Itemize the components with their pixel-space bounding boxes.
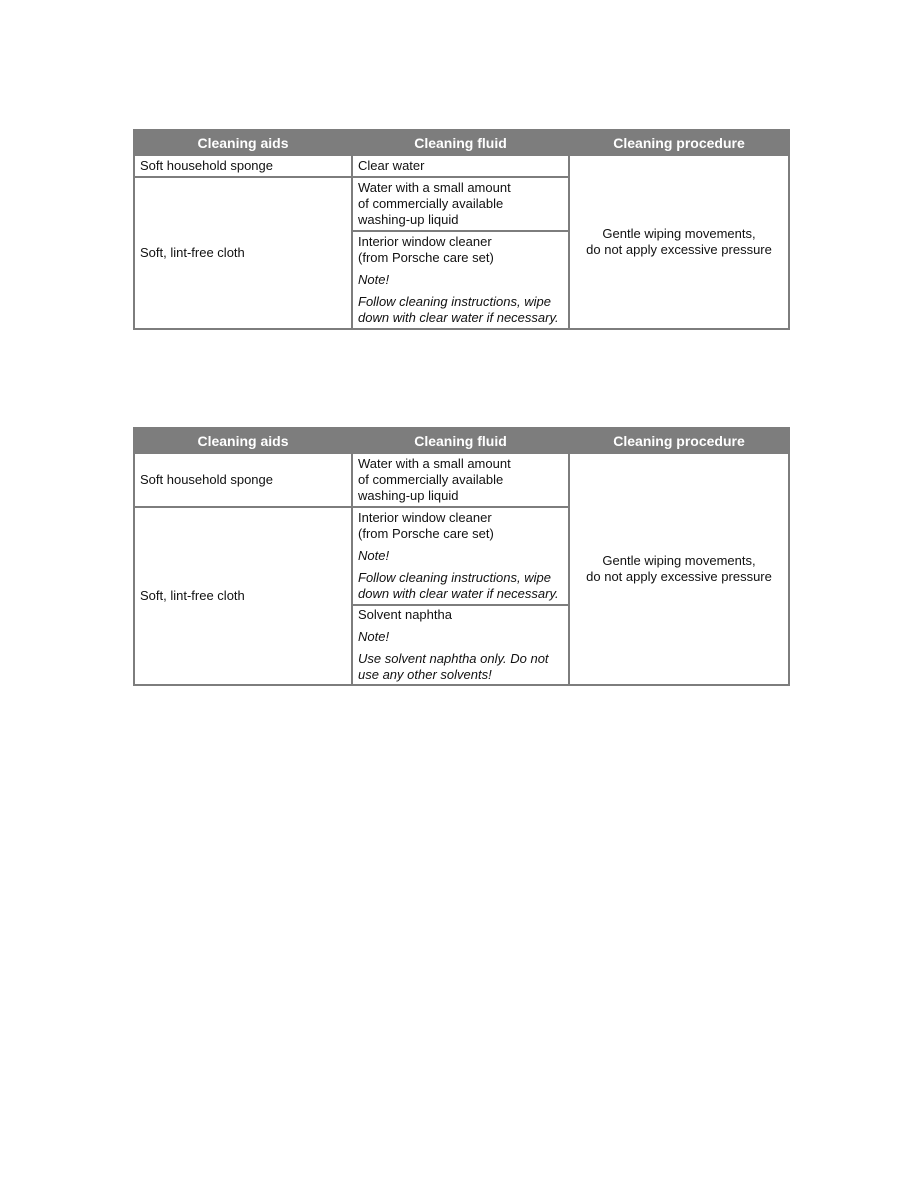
note-text bbox=[358, 570, 563, 602]
note-line: Follow cleaning instructions, wipe bbox=[358, 294, 551, 309]
header-cleaning-fluid: Cleaning fluid bbox=[352, 130, 569, 155]
cleaning-table-2 bbox=[133, 427, 790, 686]
fluid-line: Interior window cleaner bbox=[358, 510, 492, 525]
header-cleaning-fluid: Cleaning fluid bbox=[352, 428, 569, 453]
procedure-line: do not apply excessive pressure bbox=[586, 569, 772, 584]
note-line: use any other solvents! bbox=[358, 667, 492, 682]
fluid-line: of commercially available bbox=[358, 472, 504, 487]
fluid-line: washing-up liquid bbox=[358, 212, 459, 227]
procedure-cell bbox=[569, 155, 789, 329]
fluid-cell bbox=[352, 507, 569, 605]
table-header-row bbox=[134, 130, 789, 155]
fluid-line: (from Porsche care set) bbox=[358, 526, 494, 541]
aid-cell: Soft household sponge bbox=[134, 453, 352, 507]
note-line: down with clear water if necessary. bbox=[358, 586, 559, 601]
table-row bbox=[134, 453, 789, 507]
note-line: Follow cleaning instructions, wipe bbox=[358, 570, 551, 585]
note-label: Note! bbox=[358, 548, 390, 563]
header-cleaning-procedure: Cleaning procedure bbox=[569, 428, 789, 453]
table-row bbox=[134, 155, 789, 177]
aid-cell: Soft, lint-free cloth bbox=[134, 507, 352, 685]
note-line: Use solvent naphtha only. Do not bbox=[358, 651, 549, 666]
fluid-line: Water with a small amount bbox=[358, 180, 511, 195]
note-line: down with clear water if necessary. bbox=[358, 310, 559, 325]
fluid-line: Interior window cleaner bbox=[358, 234, 492, 249]
fluid-line: Solvent naphtha bbox=[358, 607, 452, 622]
fluid-line: (from Porsche care set) bbox=[358, 250, 494, 265]
fluid-cell: Clear water bbox=[352, 155, 569, 177]
header-cleaning-aids: Cleaning aids bbox=[134, 428, 352, 453]
header-cleaning-procedure: Cleaning procedure bbox=[569, 130, 789, 155]
fluid-cell bbox=[352, 605, 569, 685]
table-header-row bbox=[134, 428, 789, 453]
fluid-line: washing-up liquid bbox=[358, 488, 459, 503]
header-cleaning-aids: Cleaning aids bbox=[134, 130, 352, 155]
note-label: Note! bbox=[358, 629, 390, 644]
note-text bbox=[358, 294, 563, 326]
fluid-cell bbox=[352, 453, 569, 507]
fluid-cell bbox=[352, 177, 569, 231]
aid-cell: Soft household sponge bbox=[134, 155, 352, 177]
procedure-cell bbox=[569, 453, 789, 685]
procedure-line: Gentle wiping movements, bbox=[602, 226, 756, 241]
cleaning-table-1 bbox=[133, 129, 790, 330]
note-label: Note! bbox=[358, 272, 390, 287]
procedure-line: Gentle wiping movements, bbox=[602, 553, 756, 568]
fluid-line: Water with a small amount bbox=[358, 456, 511, 471]
procedure-line: do not apply excessive pressure bbox=[586, 242, 772, 257]
fluid-line: of commercially available bbox=[358, 196, 504, 211]
note-text bbox=[358, 651, 563, 683]
aid-cell: Soft, lint-free cloth bbox=[134, 177, 352, 329]
fluid-cell bbox=[352, 231, 569, 329]
